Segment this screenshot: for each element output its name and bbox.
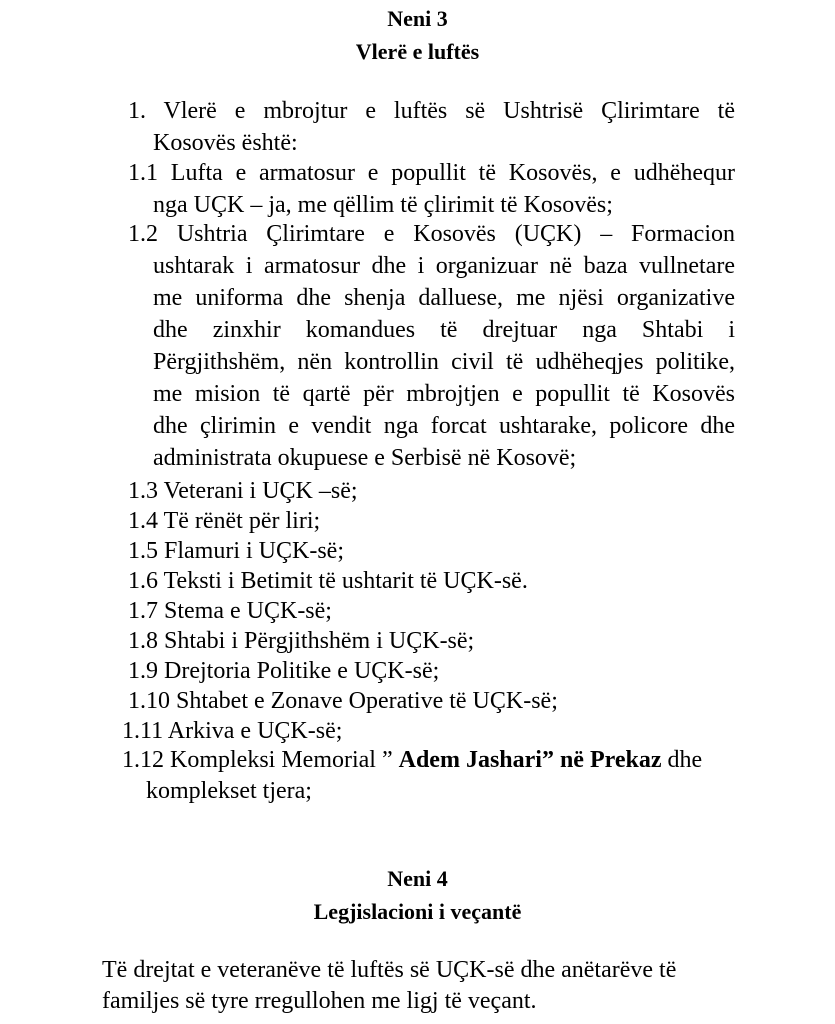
item-1-2-line-4: dhe zinxhir komandues të drejtuar nga Shtabi i <box>153 317 735 343</box>
article-4-line-1: Të drejtat e veteranëve të luftës së UÇK-së dhe anëtarëve të <box>102 957 677 983</box>
item-1-1-number: 1.1 <box>128 160 158 186</box>
item-1-1 <box>128 157 735 189</box>
article-4-line-2: familjes së tyre rregullohen me ligj të veçant. <box>102 988 537 1014</box>
list-item: 1.3 Veterani i UÇK –së; <box>128 478 358 504</box>
article-4-title: Neni 4 <box>387 866 448 891</box>
item-1-12-suffix: dhe <box>667 747 703 773</box>
item-1-12-bold: Adem Jashari” në Prekaz <box>398 747 662 773</box>
list-item: 1.9 Drejtoria Politike e UÇK-së; <box>128 658 440 684</box>
list-item: 1.11 Arkiva e UÇK-së; <box>122 718 343 744</box>
item-1-2-number: 1.2 <box>128 221 158 247</box>
intro-number: 1. <box>128 98 146 124</box>
list-item: 1.8 Shtabi i Përgjithshëm i UÇK-së; <box>128 628 475 654</box>
list-item: 1.10 Shtabet e Zonave Operative të UÇK-së; <box>128 688 558 714</box>
article-3-intro-cont <box>153 127 735 159</box>
list-item: 1.6 Teksti i Betimit të ushtarit të UÇK-së. <box>128 568 528 594</box>
item-1-1-line-1: Lufta e armatosur e popullit të Kosovës, e udhëhequr <box>170 160 735 186</box>
item-1-2 <box>128 218 735 250</box>
item-1-12-line-2: komplekset tjera; <box>146 778 312 804</box>
article-4-subtitle: Legjislacioni i veçantë <box>313 899 522 924</box>
article-3-intro <box>128 95 735 127</box>
article-3-subtitle: Vlerë e luftës <box>355 39 480 64</box>
intro-line-1: Vlerë e mbrojtur e luftës së Ushtrisë Çlirimtare të <box>163 98 735 124</box>
item-1-2-line-3: me uniforma dhe shenja dalluese, me njësi organizative <box>153 285 735 311</box>
item-1-2-line-5: Përgjithshëm, nën kontrollin civil të udhëheqjes politike, <box>153 349 735 375</box>
intro-line-2: Kosovës është: <box>153 130 298 156</box>
item-1-2-line-8: administrata okupuese e Serbisë në Kosovë; <box>153 445 577 471</box>
list-item: 1.4 Të rënët për liri; <box>128 508 321 534</box>
item-1-12 <box>122 744 702 776</box>
item-1-12-prefix: 1.12 Kompleksi Memorial ” <box>122 747 393 773</box>
item-1-2-line-2: ushtarak i armatosur dhe i organizuar në baza vullnetare <box>153 253 735 279</box>
article-3-title: Neni 3 <box>387 6 448 31</box>
item-1-1-cont <box>153 189 735 221</box>
list-item: 1.7 Stema e UÇK-së; <box>128 598 332 624</box>
item-1-2-line-7: dhe çlirimin e vendit nga forcat ushtarake, policore dhe <box>153 413 735 439</box>
list-item: 1.5 Flamuri i UÇK-së; <box>128 538 344 564</box>
item-1-2-line-1: Ushtria Çlirimtare e Kosovës (UÇK) – Formacion <box>176 221 735 247</box>
item-1-2-line-6: me mision të qartë për mbrojtjen e popullit të Kosovës <box>153 381 735 407</box>
item-1-1-line-2: nga UÇK – ja, me qëllim të çlirimit të Kosovës; <box>153 192 613 218</box>
item-1-2-body <box>153 250 735 474</box>
